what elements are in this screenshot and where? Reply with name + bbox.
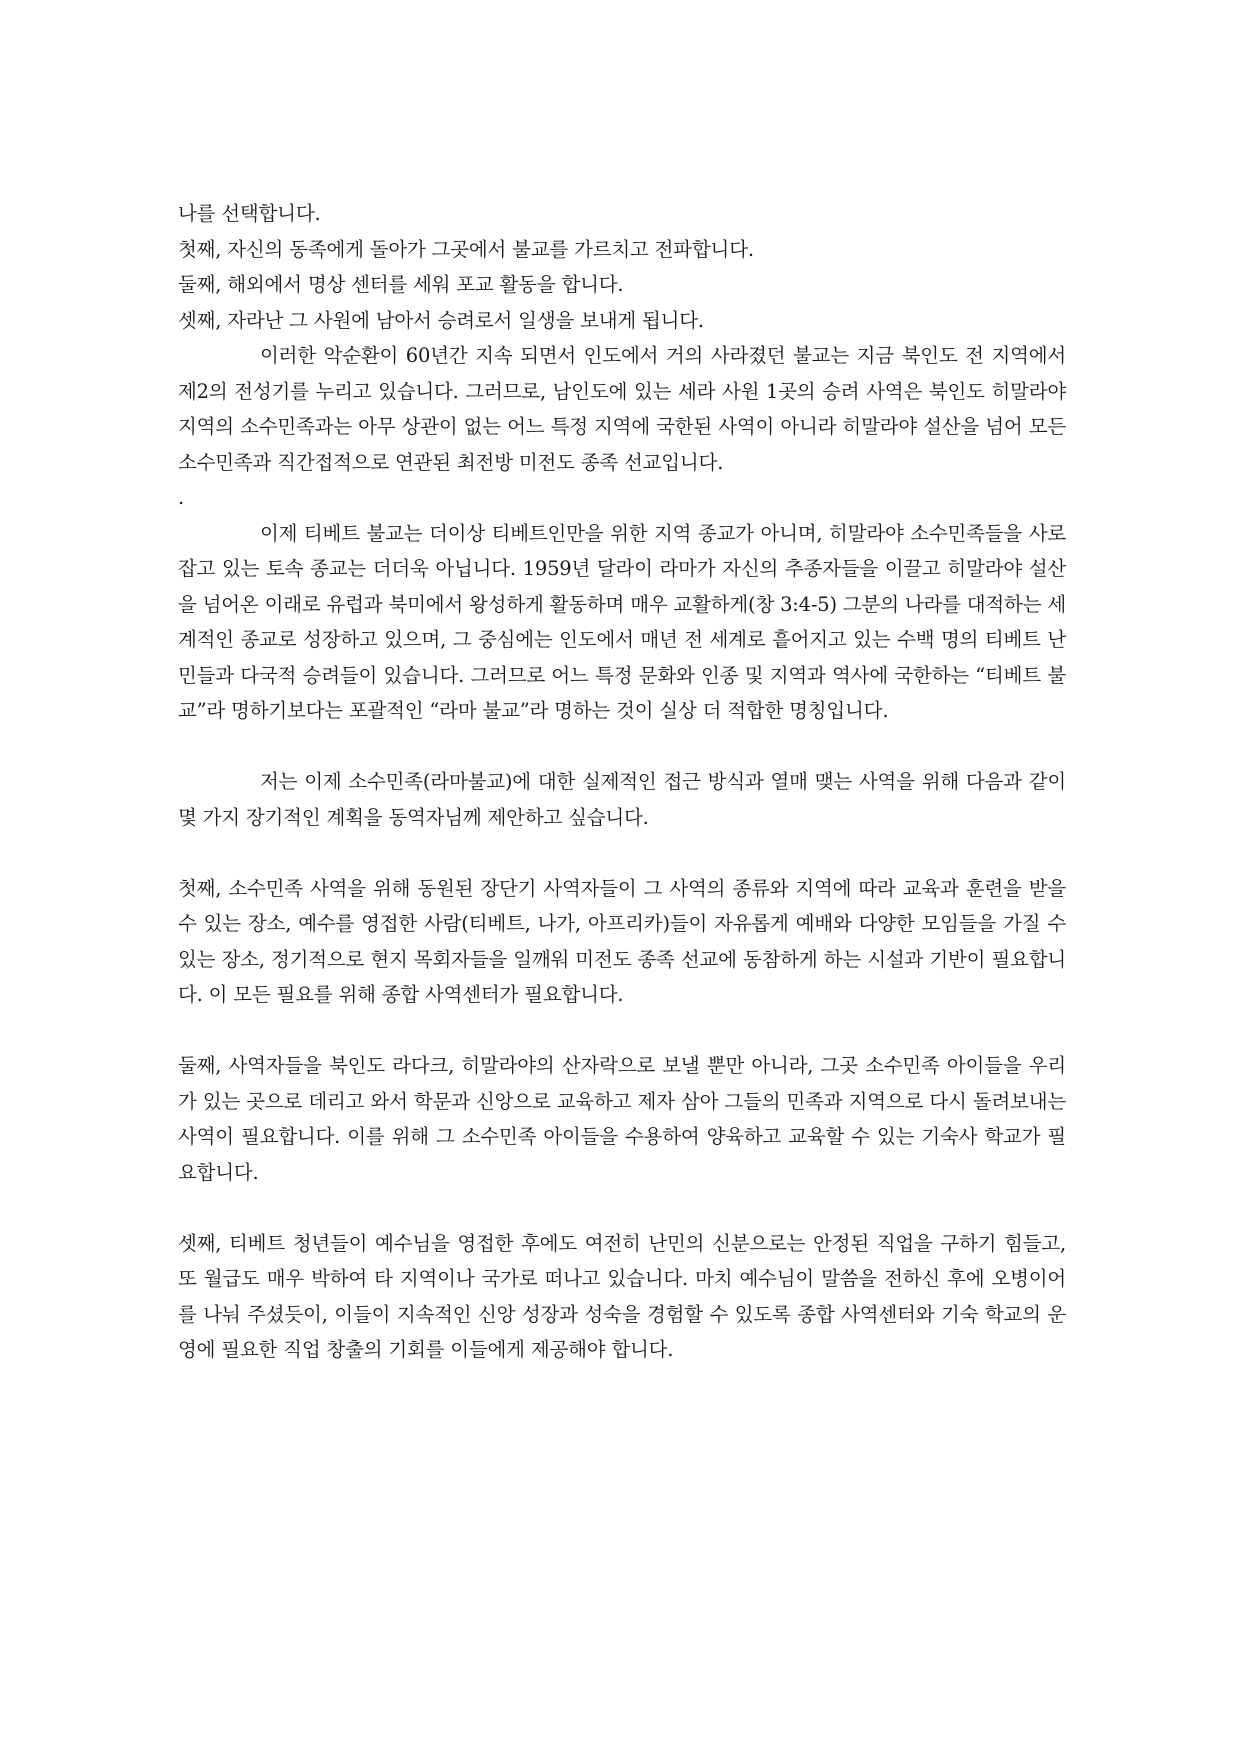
plan-third: 셋째, 티베트 청년들이 예수님을 영접한 후에도 여전히 난민의 신분으로는 안정된 직업을 구하기 힘들고, 또 월급도 매우 박하여 타 지역이나 국가로 떠나고 있습니다. 마치 예수님이 말씀을 전하신 후에 오병이어를 나눠 주셨듯이, 이들이 지속적인 신앙 성장과 성숙을 경험할 수 있도록 종합 사역센터와 기숙 학교의 운영에 필요한 직업 창출의 기회를 이들에게 제공해야 합니다.: [178, 1231, 1066, 1361]
intro-line-3: 둘째, 해외에서 명상 센터를 세워 포교 활동을 합니다.: [178, 273, 624, 296]
paragraph-proposal: 저는 이제 소수민족(라마불교)에 대한 실제적인 접근 방식과 열매 맺는 사역을 위해 다음과 같이 몇 가지 장기적인 계획을 동역자님께 제안하고 싶습니다.: [178, 770, 1066, 829]
dot-line: .: [178, 486, 184, 509]
plan-second: 둘째, 사역자들을 북인도 라다크, 히말라야의 산자락으로 보낼 뿐만 아니라, 그곳 소수민족 아이들을 우리가 있는 곳으로 데리고 와서 학문과 신앙으로 교육하고 제자 삼아 그들의 민족과 지역으로 다시 돌려보내는 사역이 필요합니다. 이를 위해 그 소수민족 아이들을 수용하여 양육하고 교육할 수 있는 기숙사 학교가 필요합니다.: [178, 1054, 1066, 1184]
intro-line-2: 첫째, 자신의 동족에게 돌아가 그곳에서 불교를 가르치고 전파합니다.: [178, 237, 754, 261]
paragraph-gap: [178, 835, 1066, 871]
paragraph-gap: [178, 729, 1066, 765]
intro-line-1: 나를 선택합니다.: [178, 202, 321, 225]
document-page: [178, 196, 1066, 1368]
paragraph-gap: [178, 1013, 1066, 1049]
plan-first: 첫째, 소수민족 사역을 위해 동원된 장단기 사역자들이 그 사역의 종류와 지역에 따라 교육과 훈련을 받을 수 있는 장소, 예수를 영접한 사람(티베트, 나가, 아프리카)들이 자유롭게 예배와 다양한 모임들을 가질 수 있는 장소, 정기적으로 현지 목회자들을 일깨워 미전도 종족 선교에 동참하게 하는 시설과 기반이 필요합니다. 이 모든 필요를 위해 종합 사역센터가 필요합니다.: [178, 876, 1066, 1006]
paragraph-gap: [178, 1190, 1066, 1226]
paragraph-cycle: 이러한 악순환이 60년간 지속 되면서 인도에서 거의 사라졌던 불교는 지금 북인도 전 지역에서 제2의 전성기를 누리고 있습니다. 그러므로, 남인도에 있는 세라 사원 1곳의 승려 사역은 북인도 히말라야 지역의 소수민족과는 아무 상관이 없는 어느 특정 지역에 국한된 사역이 아니라 히말라야 설산을 넘어 모든 소수민족과 직간접적으로 연관된 최전방 미전도 종족 선교입니다.: [178, 344, 1066, 474]
paragraph-tibetan-buddhism: 이제 티베트 불교는 더이상 티베트인만을 위한 지역 종교가 아니며, 히말라야 소수민족들을 사로잡고 있는 토속 종교는 더더욱 아닙니다. 1959년 달라이 라마가 자신의 추종자들을 이끌고 히말라야 설산을 넘어온 이래로 유럽과 북미에서 왕성하게 활동하며 매우 교활하게(창 3:4-5) 그분의 나라를 대적하는 세계적인 종교로 성장하고 있으며, 그 중심에는 인도에서 매년 전 세계로 흩어지고 있는 수백 명의 티베트 난민들과 다국적 승려들이 있습니다. 그러므로 어느 특정 문화와 인종 및 지역과 역사에 국한하는 “티베트 불교”라 명하기보다는 포괄적인 “라마 불교”라 명하는 것이 실상 더 적합한 명칭입니다.: [178, 521, 1066, 722]
intro-line-4: 셋째, 자라난 그 사원에 남아서 승려로서 일생을 보내게 됩니다.: [178, 308, 704, 332]
